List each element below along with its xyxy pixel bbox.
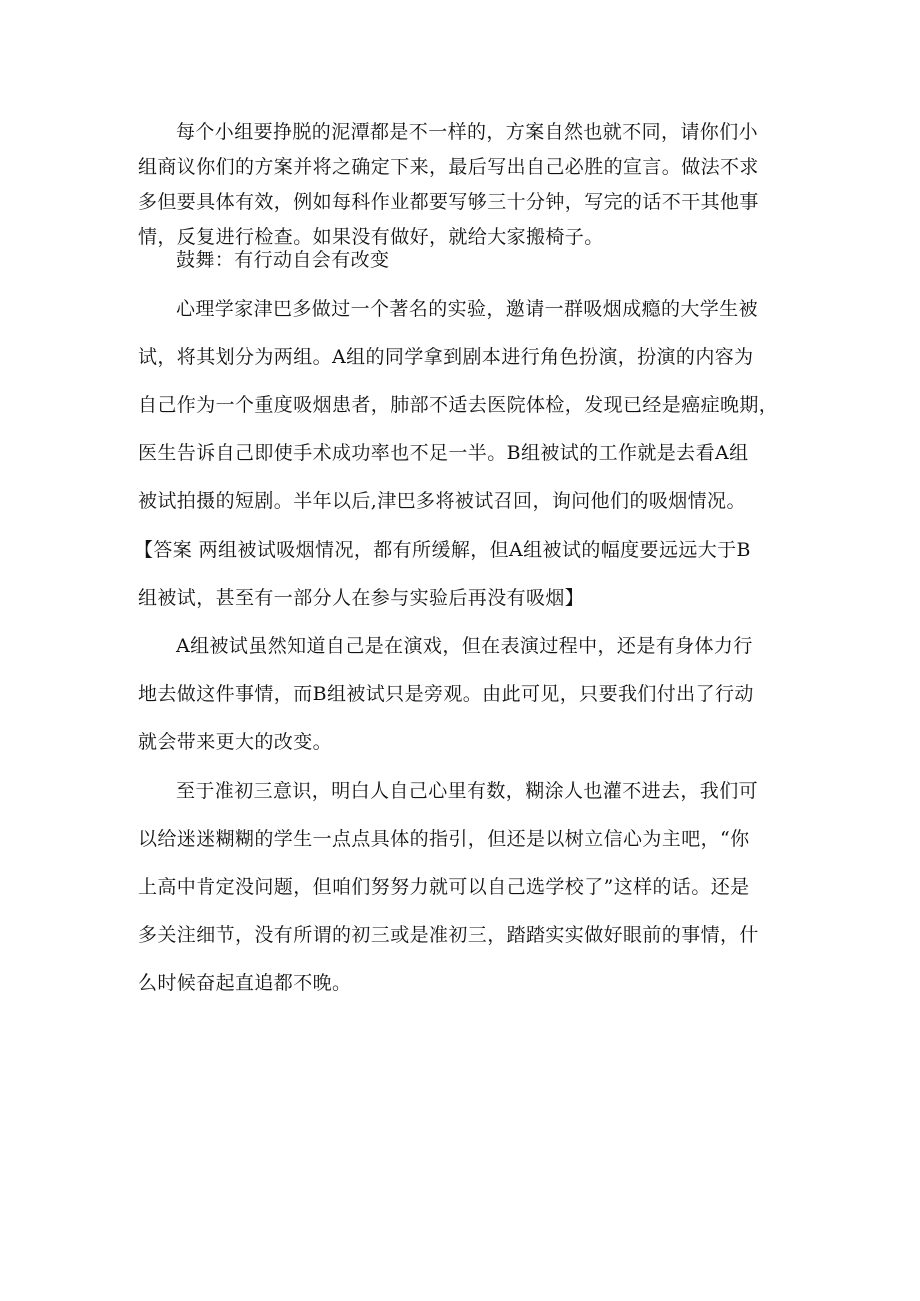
paragraph-4-line-2: 地去做这件事情，而B组被试只是旁观。由此可见，只要我们付出了行动	[138, 683, 754, 705]
paragraph-1-line-3: 多但要具体有效，例如每科作业都要写够三十分钟，写完的话不干其他事	[138, 191, 759, 213]
paragraph-1-line-2: 组商议你们的方案并将之确定下来，最后写出自己必胜的宣言。做法不求	[138, 156, 759, 178]
paragraph-3-line-2: 试，将其划分为两组。A组的同学拿到剧本进行角色扮演，扮演的内容为	[138, 346, 754, 368]
paragraph-4-line-3: 就会带来更大的改变。	[138, 731, 333, 753]
paragraph-3-line-1: 心理学家津巴多做过一个著名的实验，邀请一群吸烟成瘾的大学生被	[176, 298, 759, 320]
section-heading: 鼓舞：有行动自会有改变	[176, 249, 390, 271]
answer-line-1: 【答案 两组被试吸烟情况，都有所缓解，但A组被试的幅度要远远大于B	[134, 539, 751, 561]
paragraph-1-line-1: 每个小组要挣脱的泥潭都是不一样的，方案自然也就不同，请你们小	[176, 121, 759, 143]
paragraph-3-line-3: 自己作为一个重度吸烟患者，肺部不适去医院体检，发现已经是癌症晚期，	[138, 394, 779, 416]
paragraph-5-line-4: 多关注细节，没有所谓的初三或是准初三，踏踏实实做好眼前的事情，什	[138, 924, 759, 946]
paragraph-1-line-4: 情，反复进行检查。如果没有做好，就给大家搬椅子。	[138, 226, 604, 248]
paragraph-3-line-5: 被试拍摄的短剧。半年以后,津巴多将被试召回，询问他们的吸烟情况。	[138, 490, 746, 512]
answer-line-2: 组被试，甚至有一部分人在参与实验后再没有吸烟】	[138, 587, 585, 609]
paragraph-3-line-4: 医生告诉自己即使手术成功率也不足一半。B组被试的工作就是去看A组	[138, 442, 749, 464]
paragraph-5-line-3: 上高中肯定没问题，但咱们努努力就可以自己选学校了”这样的话。还是	[138, 876, 750, 898]
paragraph-5-line-5: 么时候奋起直追都不晚。	[138, 972, 352, 994]
paragraph-4-line-1: A组被试虽然知道自己是在演戏，但在表演过程中，还是有身体力行	[176, 635, 753, 657]
paragraph-5-line-1: 至于准初三意识，明白人自己心里有数，糊涂人也灌不进去，我们可	[176, 780, 759, 802]
paragraph-5-line-2: 以给迷迷糊糊的学生一点点具体的指引，但还是以树立信心为主吧，“你	[138, 828, 750, 850]
